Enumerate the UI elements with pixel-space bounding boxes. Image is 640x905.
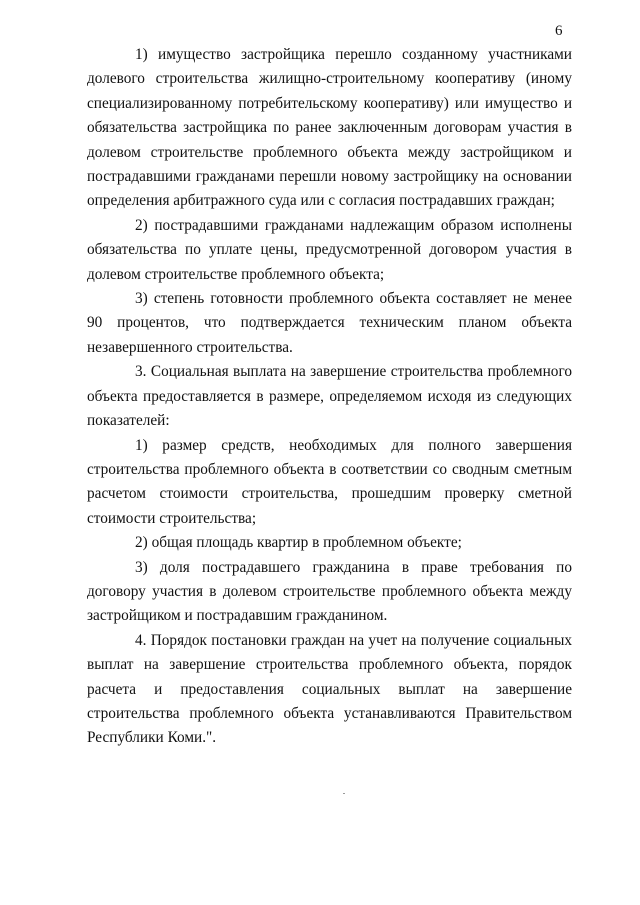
paragraph-section-3-item-1: 1) размер средств, необходимых для полного завершения строительства проблемного объекта в соответствии со сводным сметным расчетом стоимости строительства, прошедшим проверку сметной стоимости строительства; — [87, 436, 572, 527]
scan-speck — [343, 793, 345, 794]
paragraph-item-1: 1) имущество застройщика перешло созданному участниками долевого строительства жилищно-строительному кооперативу (иному специализированному потребительскому кооперативу) или имущество и обязательства застройщика по ранее заключенным договорам участия в долевом строительстве проблемного объекта между застройщиком и пострадавшими гражданами перешли новому застройщику на основании определения арбитражного суда или с согласия пострадавших граждан; — [87, 46, 572, 210]
document-body — [87, 43, 572, 751]
page-number: 6 — [555, 23, 563, 39]
paragraph-item-3: 3) степень готовности проблемного объекта составляет не менее 90 процентов, что подтверждается техническим планом объекта незавершенного строительства. — [87, 290, 572, 356]
paragraph-section-3-item-2: 2) общая площадь квартир в проблемном объекте; — [135, 534, 462, 552]
paragraph-item-2: 2) пострадавшими гражданами надлежащим образом исполнены обязательства по уплате цены, предусмотренной договором участия в долевом строительстве проблемного объекта; — [87, 216, 572, 283]
paragraph-section-3: 3. Социальная выплата на завершение строительства проблемного объекта предоставляется в размере, определяемом исходя из следующих показателей: — [87, 363, 572, 430]
paragraph-section-4: 4. Порядок постановки граждан на учет на получение социальных выплат на завершение строительства проблемного объекта, порядок расчета и предоставления социальных выплат на завершение строительства проблемного объекта устанавливаются Правительством Республики Коми.". — [87, 631, 572, 747]
paragraph-section-3-item-3: 3) доля пострадавшего гражданина в праве требования по договору участия в долевом строительстве проблемного объекта между застройщиком и пострадавшим гражданином. — [87, 558, 572, 625]
